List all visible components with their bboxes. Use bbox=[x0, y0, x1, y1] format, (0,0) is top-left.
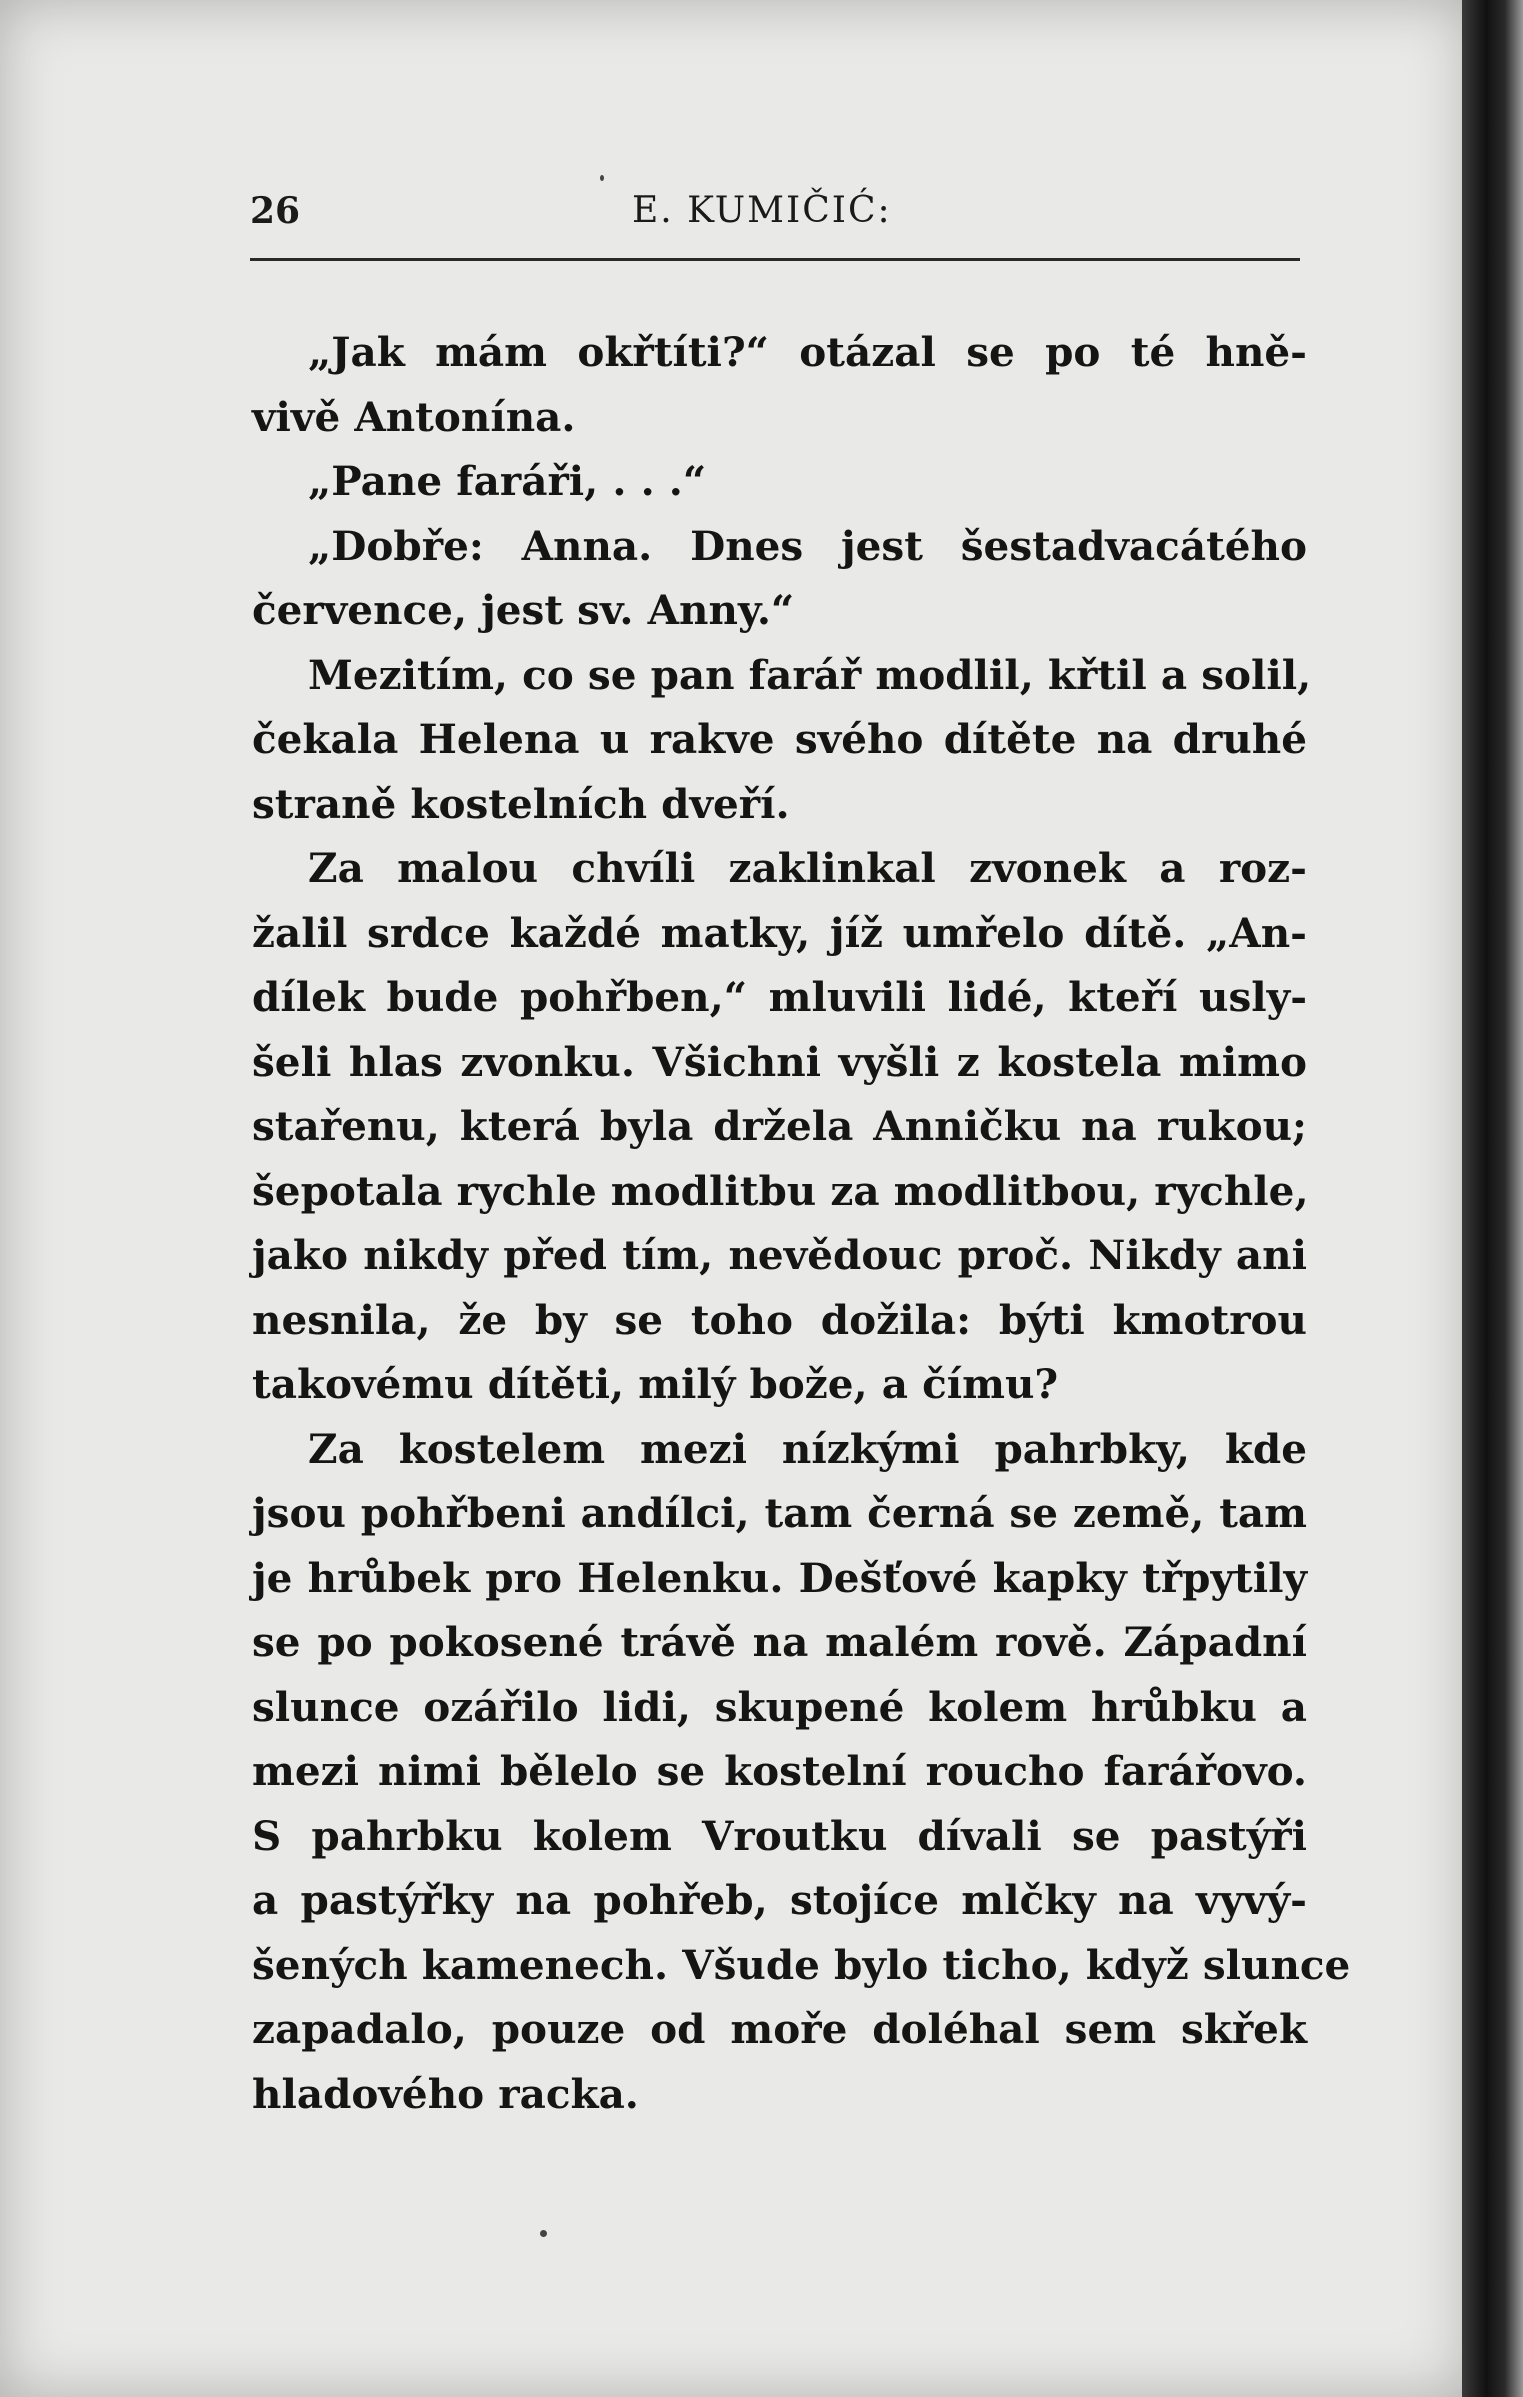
text-line: nesnila, že by se toho dožila: býti kmotrou bbox=[252, 1295, 1307, 1344]
running-head: E. KUMIČIĆ: bbox=[632, 190, 892, 231]
text-line: straně kostelních dveří. bbox=[252, 779, 790, 828]
body-text bbox=[252, 320, 1351, 2126]
page-header bbox=[250, 190, 1300, 250]
text-line: července, jest sv. Anny.“ bbox=[252, 586, 795, 634]
text-line: S pahrbku kolem Vroutku dívali se pastýři bbox=[252, 1811, 1307, 1860]
text-line: dílek bude pohřben,“ mluvili lidé, kteří usly- bbox=[252, 973, 1307, 1021]
ink-speck bbox=[540, 2230, 547, 2237]
text-line: stařenu, která byla držela Anničku na rukou; bbox=[252, 1102, 1307, 1150]
ink-speck bbox=[600, 175, 604, 181]
text-line: žalil srdce každé matky, jíž umřelo dítě. „An- bbox=[252, 908, 1307, 957]
text-line: Za kostelem mezi nízkými pahrbky, kde bbox=[308, 1424, 1307, 1473]
text-line: mezi nimi bělelo se kostelní roucho farářovo. bbox=[252, 1747, 1307, 1795]
text-line: slunce ozářilo lidi, skupené kolem hrůbku a bbox=[252, 1682, 1307, 1731]
header-rule bbox=[250, 258, 1300, 261]
text-line: šeli hlas zvonku. Všichni vyšli z kostela mimo bbox=[252, 1037, 1307, 1086]
book-binding-edge bbox=[1462, 0, 1523, 2397]
text-line: Za malou chvíli zaklinkal zvonek a roz- bbox=[308, 844, 1307, 892]
text-line: se po pokosené trávě na malém rově. Západní bbox=[252, 1618, 1307, 1666]
text-line: vivě Antonína. bbox=[252, 392, 576, 441]
text-line: hladového racka. bbox=[252, 2069, 639, 2118]
text-line: jako nikdy před tím, nevědouc proč. Nikdy ani bbox=[252, 1231, 1307, 1279]
text-line: šených kamenech. Všude bylo ticho, když slunce bbox=[252, 1940, 1351, 1989]
text-line: „Dobře: Anna. Dnes jest šestadvacátého bbox=[308, 521, 1307, 570]
text-line: čekala Helena u rakve svého dítěte na druhé bbox=[252, 715, 1307, 763]
text-line: je hrůbek pro Helenku. Dešťové kapky třpytily bbox=[252, 1553, 1307, 1602]
page-number: 26 bbox=[250, 190, 301, 232]
text-line: „Pane faráři, . . .“ bbox=[308, 457, 707, 505]
text-line: Mezitím, co se pan farář modlil, křtil a solil, bbox=[308, 650, 1312, 699]
text-line: zapadalo, pouze od moře doléhal sem skřek bbox=[252, 2005, 1307, 2053]
text-line: šepotala rychle modlitbu za modlitbou, rychle, bbox=[252, 1166, 1309, 1215]
text-line: a pastýřky na pohřeb, stojíce mlčky na vyvý- bbox=[252, 1876, 1307, 1924]
text-line: takovému dítěti, milý bože, a čímu? bbox=[252, 1360, 1059, 1408]
text-line: jsou pohřbeni andílci, tam černá se země, tam bbox=[252, 1489, 1307, 1537]
text-line: „Jak mám okřtíti?“ otázal se po té hně- bbox=[308, 328, 1307, 376]
